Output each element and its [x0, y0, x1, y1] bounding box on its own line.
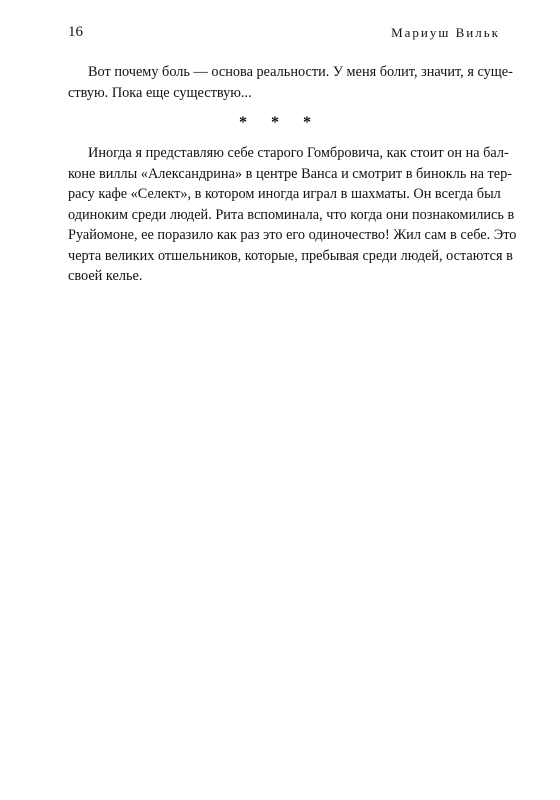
paragraph-line: своей келье. [68, 268, 143, 284]
paragraph-line: коне виллы «Александрина» в центре Ванса и смотрит в бинокль на тер- [68, 165, 512, 182]
paragraph-line: одиноким среди людей. Рита вспоминала, что когда они познакомились в [68, 206, 515, 223]
paragraph-line: ствую. Пока еще существую... [68, 84, 252, 101]
paragraph-line: Иногда я представляю себе старого Гомбровича, как стоит он на бал- [88, 145, 509, 161]
page-number: 16 [68, 24, 83, 40]
paragraph-2 [68, 143, 517, 287]
paragraph-line: расу кафе «Селект», в котором иногда играл в шахматы. Он всегда был [68, 186, 501, 202]
running-head: Мариуш Вильк [391, 25, 500, 40]
paragraph-1 [68, 62, 513, 103]
paragraph-line: Руайомоне, ее поразило как раз это его одиночество! Жил сам в себе. Это [68, 227, 517, 243]
section-separator: * * * [239, 114, 321, 131]
paragraph-line: черта великих отшельников, которые, пребывая среди людей, остаются в [68, 247, 513, 264]
paragraph-line: Вот почему боль — основа реальности. У меня болит, значит, я суще- [88, 64, 513, 80]
